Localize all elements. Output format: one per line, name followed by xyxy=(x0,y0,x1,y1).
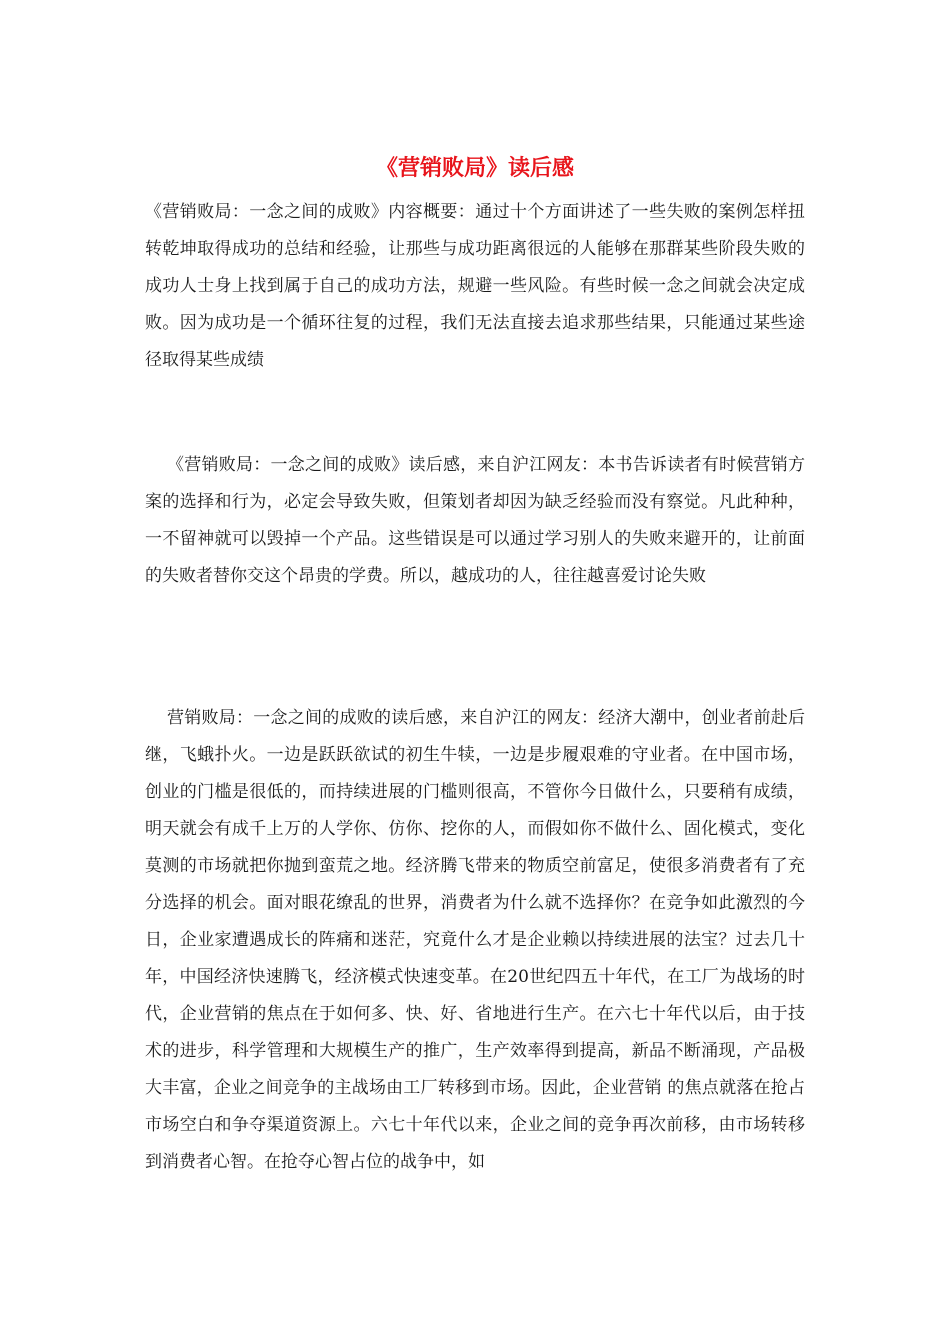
document-title: 《营销败局》读后感 xyxy=(375,155,574,181)
paragraph-review-2: 营销败局：一念之间的成败的读后感，来自沪江的网友：经济大潮中，创业者前赴后继，飞蛾扑火。一边是跃跃欲试的初生牛犊，一边是步履艰难的守业者。在中国市场，创业的门槛是很低的，而持续进展的门槛则很高，不管你今日做什么，只要稍有成绩，明天就会有成千上万的人学你、仿你、挖你的人，而假如你不做什么、固化模式，变化莫测的市场就把你抛到蛮荒之地。经济腾飞带来的物质空前富足，使很多消费者有了充分选择的机会。面对眼花缭乱的世界，消费者为什么就不选择你？在竞争如此激烈的今日，企业家遭遇成长的阵痛和迷茫，究竟什么才是企业赖以持续进展的法宝？过去几十年，中国经济快速腾飞，经济模式快速变革。在20世纪四五十年代，在工厂为战场的时代，企业营销的焦点在于如何多、快、好、省地进行生产。在六七十年代以后，由于技术的进步，科学管理和大规模生产的推广，生产效率得到提高，新品不断涌现，产品极大丰富，企业之间竞争的主战场由工厂转移到市场。因此，企业营销 的焦点就落在抢占市场空白和争夺渠道资源上。六七十年代以来，企业之间的竞争再次前移，由市场转移到消费者心智。在抢夺心智占位的战争中，如 xyxy=(145,708,805,1172)
paragraph-summary: 《营销败局：一念之间的成败》内容概要：通过十个方面讲述了一些失败的案例怎样扭转乾坤取得成功的总结和经验，让那些与成功距离很远的人能够在那群某些阶段失败的成功人士身上找到属于自己的成功方法，规避一些风险。有些时候一念之间就会决定成败。因为成功是一个循环往复的过程，我们无法直接去追求那些结果，只能通过某些途径取得某些成绩 xyxy=(145,202,805,370)
paragraph-review-1: 《营销败局：一念之间的成败》读后感，来自沪江网友：本书告诉读者有时候营销方案的选择和行为，必定会导致失败，但策划者却因为缺乏经验而没有察觉。凡此种种，一不留神就可以毁掉一个产品。这些错误是可以通过学习别人的失败来避开的，让前面的失败者替你交这个昂贵的学费。所以，越成功的人，往往越喜爱讨论失败 xyxy=(145,455,805,586)
